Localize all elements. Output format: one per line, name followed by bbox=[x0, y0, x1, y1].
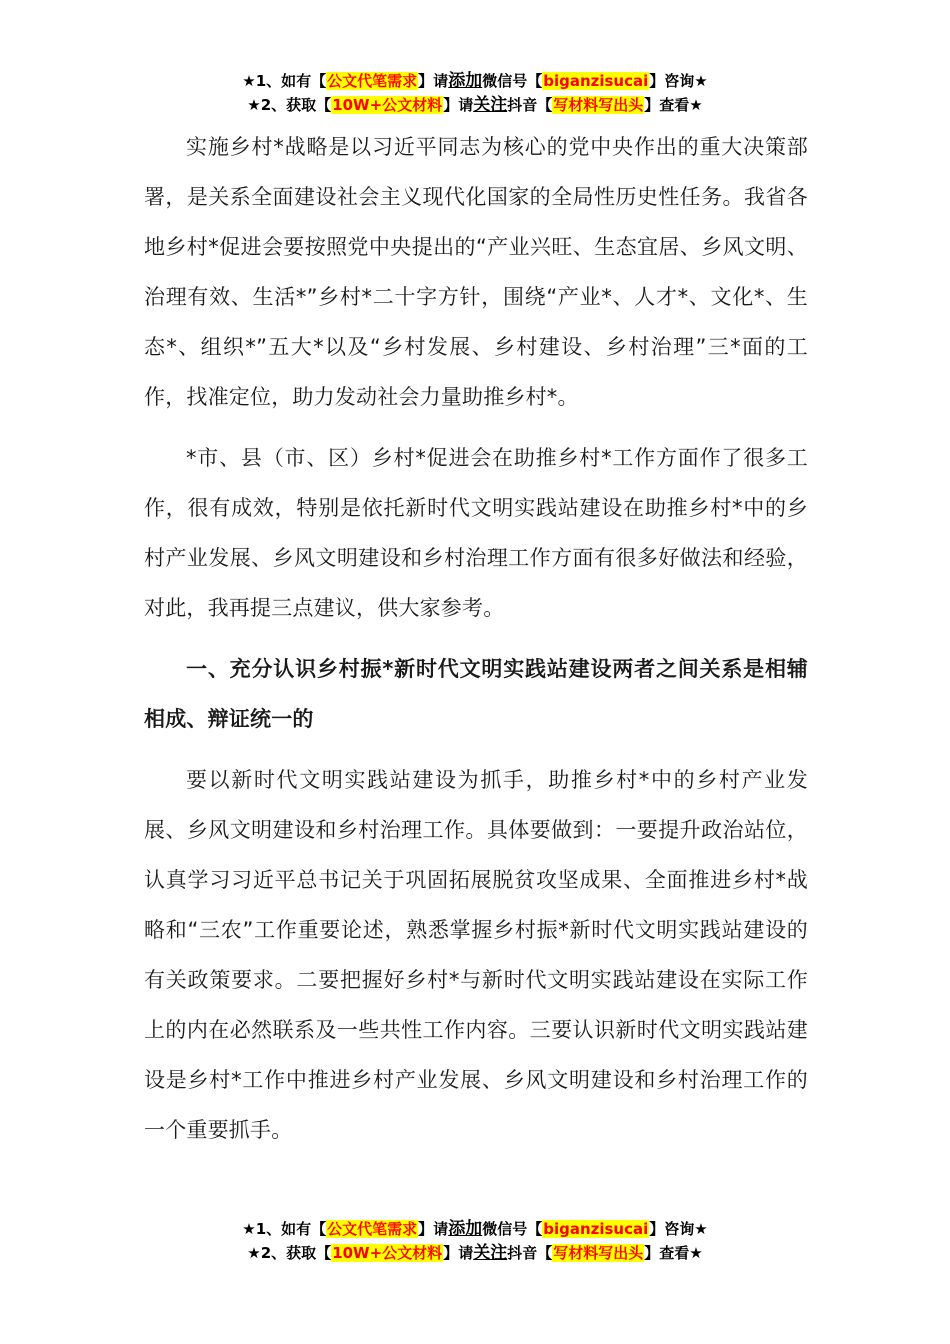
footer-banner bbox=[0, 1217, 950, 1265]
highlight-materials: 10W+公文材料 bbox=[332, 1244, 443, 1262]
paragraph-2: *市、县（市、区）乡村*促进会在助推乡村*工作方面作了很多工作，很有成效，特别是依托新时代文明实践站建设在助推乡村*中的乡村产业发展、乡风文明建设和乡村治理工作方面有很多好做法和经验，对此，我再提三点建议，供大家参考。 bbox=[144, 446, 808, 620]
highlight-douyin-account: 写材料写出头 bbox=[553, 1244, 644, 1262]
banner-text: 】查看★ bbox=[644, 96, 703, 114]
header-banner bbox=[0, 69, 950, 117]
paragraph-3: 要以新时代文明实践站建设为抓手，助推乡村*中的乡村产业发展、乡风文明建设和乡村治理工作。具体要做到：一要提升政治站位，认真学习习近平总书记关于巩固拓展脱贫攻坚成果、全面推进乡村*战略和“三农”工作重要论述，熟悉掌握乡村振*新时代文明实践站建设的有关政策要求。二要把握好乡村*与新时代文明实践站建设在实际工作上的内在必然联系及一些共性工作内容。三要认识新时代文明实践站建设是乡村*工作中推进乡村产业发展、乡风文明建设和乡村治理工作的一个重要抓手。 bbox=[144, 768, 808, 1142]
highlight-wechat-id: biganzisucai bbox=[543, 1220, 649, 1238]
highlight-service: 公文代笔需求 bbox=[327, 72, 418, 90]
banner-text: 】请 bbox=[443, 96, 474, 114]
header-banner-line-2 bbox=[0, 93, 950, 117]
banner-emphasis: 关注 bbox=[473, 95, 508, 115]
highlight-service: 公文代笔需求 bbox=[327, 1220, 418, 1238]
banner-text: 】咨询★ bbox=[649, 1220, 708, 1238]
highlight-materials: 10W+公文材料 bbox=[332, 96, 443, 114]
section-heading-1: 一、充分认识乡村振*新时代文明实践站建设两者之间关系是相辅相成、辩证统一的 bbox=[144, 657, 808, 731]
document-body bbox=[144, 122, 808, 1166]
footer-banner-line-1 bbox=[0, 1217, 950, 1241]
header-banner-line-1 bbox=[0, 69, 950, 93]
banner-text: 】咨询★ bbox=[649, 72, 708, 90]
banner-text: 】请 bbox=[418, 1220, 449, 1238]
banner-text: 】请 bbox=[418, 72, 449, 90]
banner-text: 微信号【 bbox=[482, 72, 543, 90]
banner-text: ★2、获取【 bbox=[247, 96, 332, 114]
paragraph-1: 实施乡村*战略是以习近平同志为核心的党中央作出的重大决策部署，是关系全面建设社会主义现代化国家的全局性历史性任务。我省各地乡村*促进会要按照党中央提出的“产业兴旺、生态宜居、乡风文明、治理有效、生活*”乡村*二十字方针，围绕“产业*、人才*、文化*、生态*、组织*”五大*以及“乡村发展、乡村建设、乡村治理”三*面的工作，找准定位，助力发动社会力量助推乡村*。 bbox=[144, 135, 808, 409]
highlight-douyin-account: 写材料写出头 bbox=[553, 96, 644, 114]
banner-text: 微信号【 bbox=[482, 1220, 543, 1238]
banner-text: ★1、如有【 bbox=[242, 1220, 327, 1238]
banner-text: 抖音【 bbox=[507, 96, 553, 114]
banner-text: 】请 bbox=[443, 1244, 474, 1262]
banner-text: 抖音【 bbox=[507, 1244, 553, 1262]
banner-text: ★1、如有【 bbox=[242, 72, 327, 90]
banner-emphasis: 添加 bbox=[448, 1219, 483, 1239]
banner-emphasis: 添加 bbox=[448, 71, 483, 91]
banner-emphasis: 关注 bbox=[473, 1243, 508, 1263]
highlight-wechat-id: biganzisucai bbox=[543, 72, 649, 90]
banner-text: ★2、获取【 bbox=[247, 1244, 332, 1262]
footer-banner-line-2 bbox=[0, 1241, 950, 1265]
banner-text: 】查看★ bbox=[644, 1244, 703, 1262]
